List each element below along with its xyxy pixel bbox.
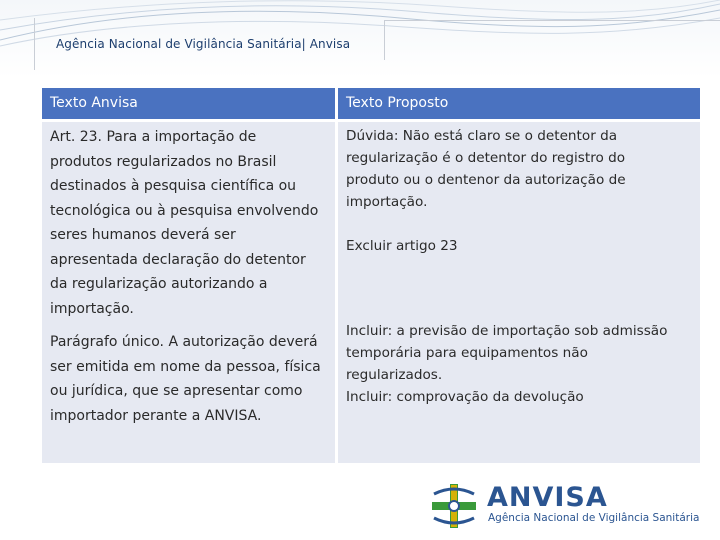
header-divider-right [384,20,385,60]
header-band [0,0,720,78]
text-line: Dúvida: Não está claro se o detentor da [346,128,618,144]
text-line: Parágrafo único. A autorização deverá [50,334,318,350]
paragrafo-unico-text [50,330,335,428]
text-line: ser emitida em nome da pessoa, física [50,358,321,375]
text-line: da regularização autorizando a [50,276,268,292]
text-line: seres humanos deverá ser [50,227,236,243]
text-line: apresentada declaração do detentor [50,251,306,268]
excluir-artigo-text: Excluir artigo 23 [346,238,458,254]
comparison-table [42,88,700,463]
header-title: Agência Nacional de Vigilância Sanitária| Anvisa [56,37,351,51]
text-line: temporária para equipamentos não [346,345,588,361]
text-line: Incluir: comprovação da devolução [346,389,584,405]
text-line: tecnológica ou à pesquisa envolvendo [50,202,319,219]
text-line: Incluir: a previsão de importação sob admissão [346,323,668,339]
text-line: produtos regularizados no Brasil [50,153,277,170]
anvisa-logo [430,482,710,530]
header-divider-left [34,18,35,70]
text-line: importação. [50,300,134,317]
text-line: ou jurídica, que se apresentar como [50,383,303,399]
text-line: destinados à pesquisa científica ou [50,178,297,194]
text-line: importador perante a ANVISA. [50,407,262,424]
text-line: regularização é o detentor do registro do [346,150,626,166]
article-23-text [50,125,335,321]
text-line: produto ou o dentenor da autorização de [346,172,626,188]
text-line: Art. 23. Para a importação de [50,129,257,145]
logo-subtitle: Agência Nacional de Vigilância Sanitária [488,512,700,524]
text-line: regularizados. [346,367,443,383]
cell-texto-anvisa [42,122,335,463]
cell-texto-proposto [338,122,700,463]
duvida-text [346,125,700,213]
logo-name: ANVISA [487,482,608,513]
header-divider-top [384,20,720,21]
incluir-text [346,320,700,408]
anvisa-cross-icon [430,482,480,530]
column-header-texto-proposto: Texto Proposto [338,88,700,119]
column-header-texto-anvisa: Texto Anvisa [42,88,335,119]
text-line: importação. [346,194,428,210]
